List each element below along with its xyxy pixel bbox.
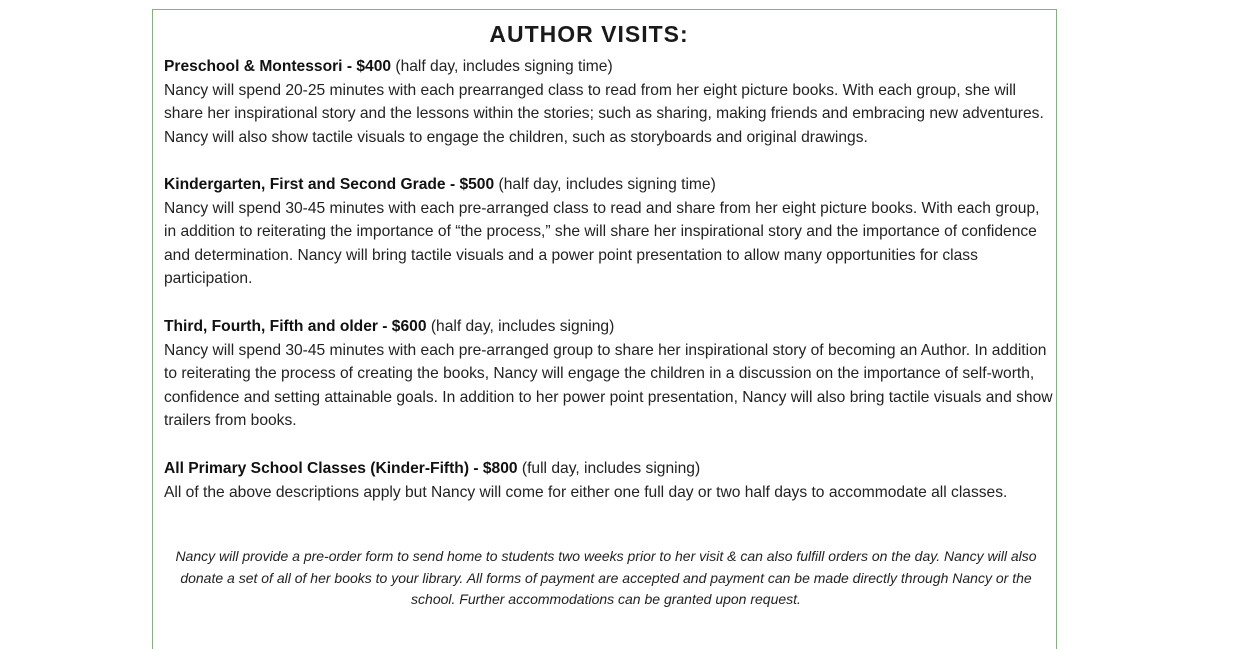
third-grade-description: Nancy will spend 30-45 minutes with each pre-arranged group to share her inspirational story of becoming an Author. In addition to reiterating the process of creating the books, Nancy will engage the children in a discussion on the importance of self-worth, confidence and setting attainable goals. In addition to her power point presentation, Nancy will also bring tactile visuals and show trailers from books. <box>164 341 1053 430</box>
preschool-section <box>164 55 1054 149</box>
kindergarten-heading: Kindergarten, First and Second Grade - $500 <box>164 176 495 193</box>
third-grade-note: (half day, includes signing) <box>426 318 615 335</box>
kindergarten-description: Nancy will spend 30-45 minutes with each pre-arranged class to read and share from her eight picture books. With each group, in addition to reiterating the importance of “the process,” she will share her inspirational story and the importance of confidence and determination. Nancy will bring tactile visuals and a power point presentation to allow many opportunities for class participation. <box>164 199 1040 288</box>
kindergarten-note: (half day, includes signing time) <box>494 176 716 193</box>
kindergarten-heading-line <box>164 173 1054 197</box>
preschool-heading: Preschool & Montessori - $400 <box>164 58 392 75</box>
preschool-description: Nancy will spend 20-25 minutes with each prearranged class to read from her eight picture books. With each group, she will share her inspirational story and the lessons within the stories; such as sharing, making friends and embracing new adventures. Nancy will also show tactile visuals to engage the children, such as storyboards and original drawings. <box>164 81 1044 146</box>
all-primary-section <box>164 457 1054 504</box>
all-primary-heading-line <box>164 457 1054 481</box>
page-title: AUTHOR VISITS: <box>489 21 689 47</box>
preschool-note: (half day, includes signing time) <box>391 58 613 75</box>
all-primary-note: (full day, includes signing) <box>517 460 701 477</box>
third-grade-heading: Third, Fourth, Fifth and older - $600 <box>164 318 427 335</box>
third-grade-section <box>164 315 1054 433</box>
third-grade-heading-line <box>164 315 1054 339</box>
all-primary-heading: All Primary School Classes (Kinder-Fifth) - $800 <box>164 460 518 477</box>
preschool-heading-line <box>164 55 1054 79</box>
kindergarten-section <box>164 173 1054 291</box>
footer-note: Nancy will provide a pre-order form to send home to students two weeks prior to her visit & can also fulfill orders on the day. Nancy will also donate a set of all of her books to your library. All forms of payment are accepted and payment can be made directly through Nancy or the school. Further accommodations can be granted upon request. <box>175 548 1037 607</box>
all-primary-description: All of the above descriptions apply but Nancy will come for either one full day or two half days to accommodate all classes. <box>164 483 1008 501</box>
